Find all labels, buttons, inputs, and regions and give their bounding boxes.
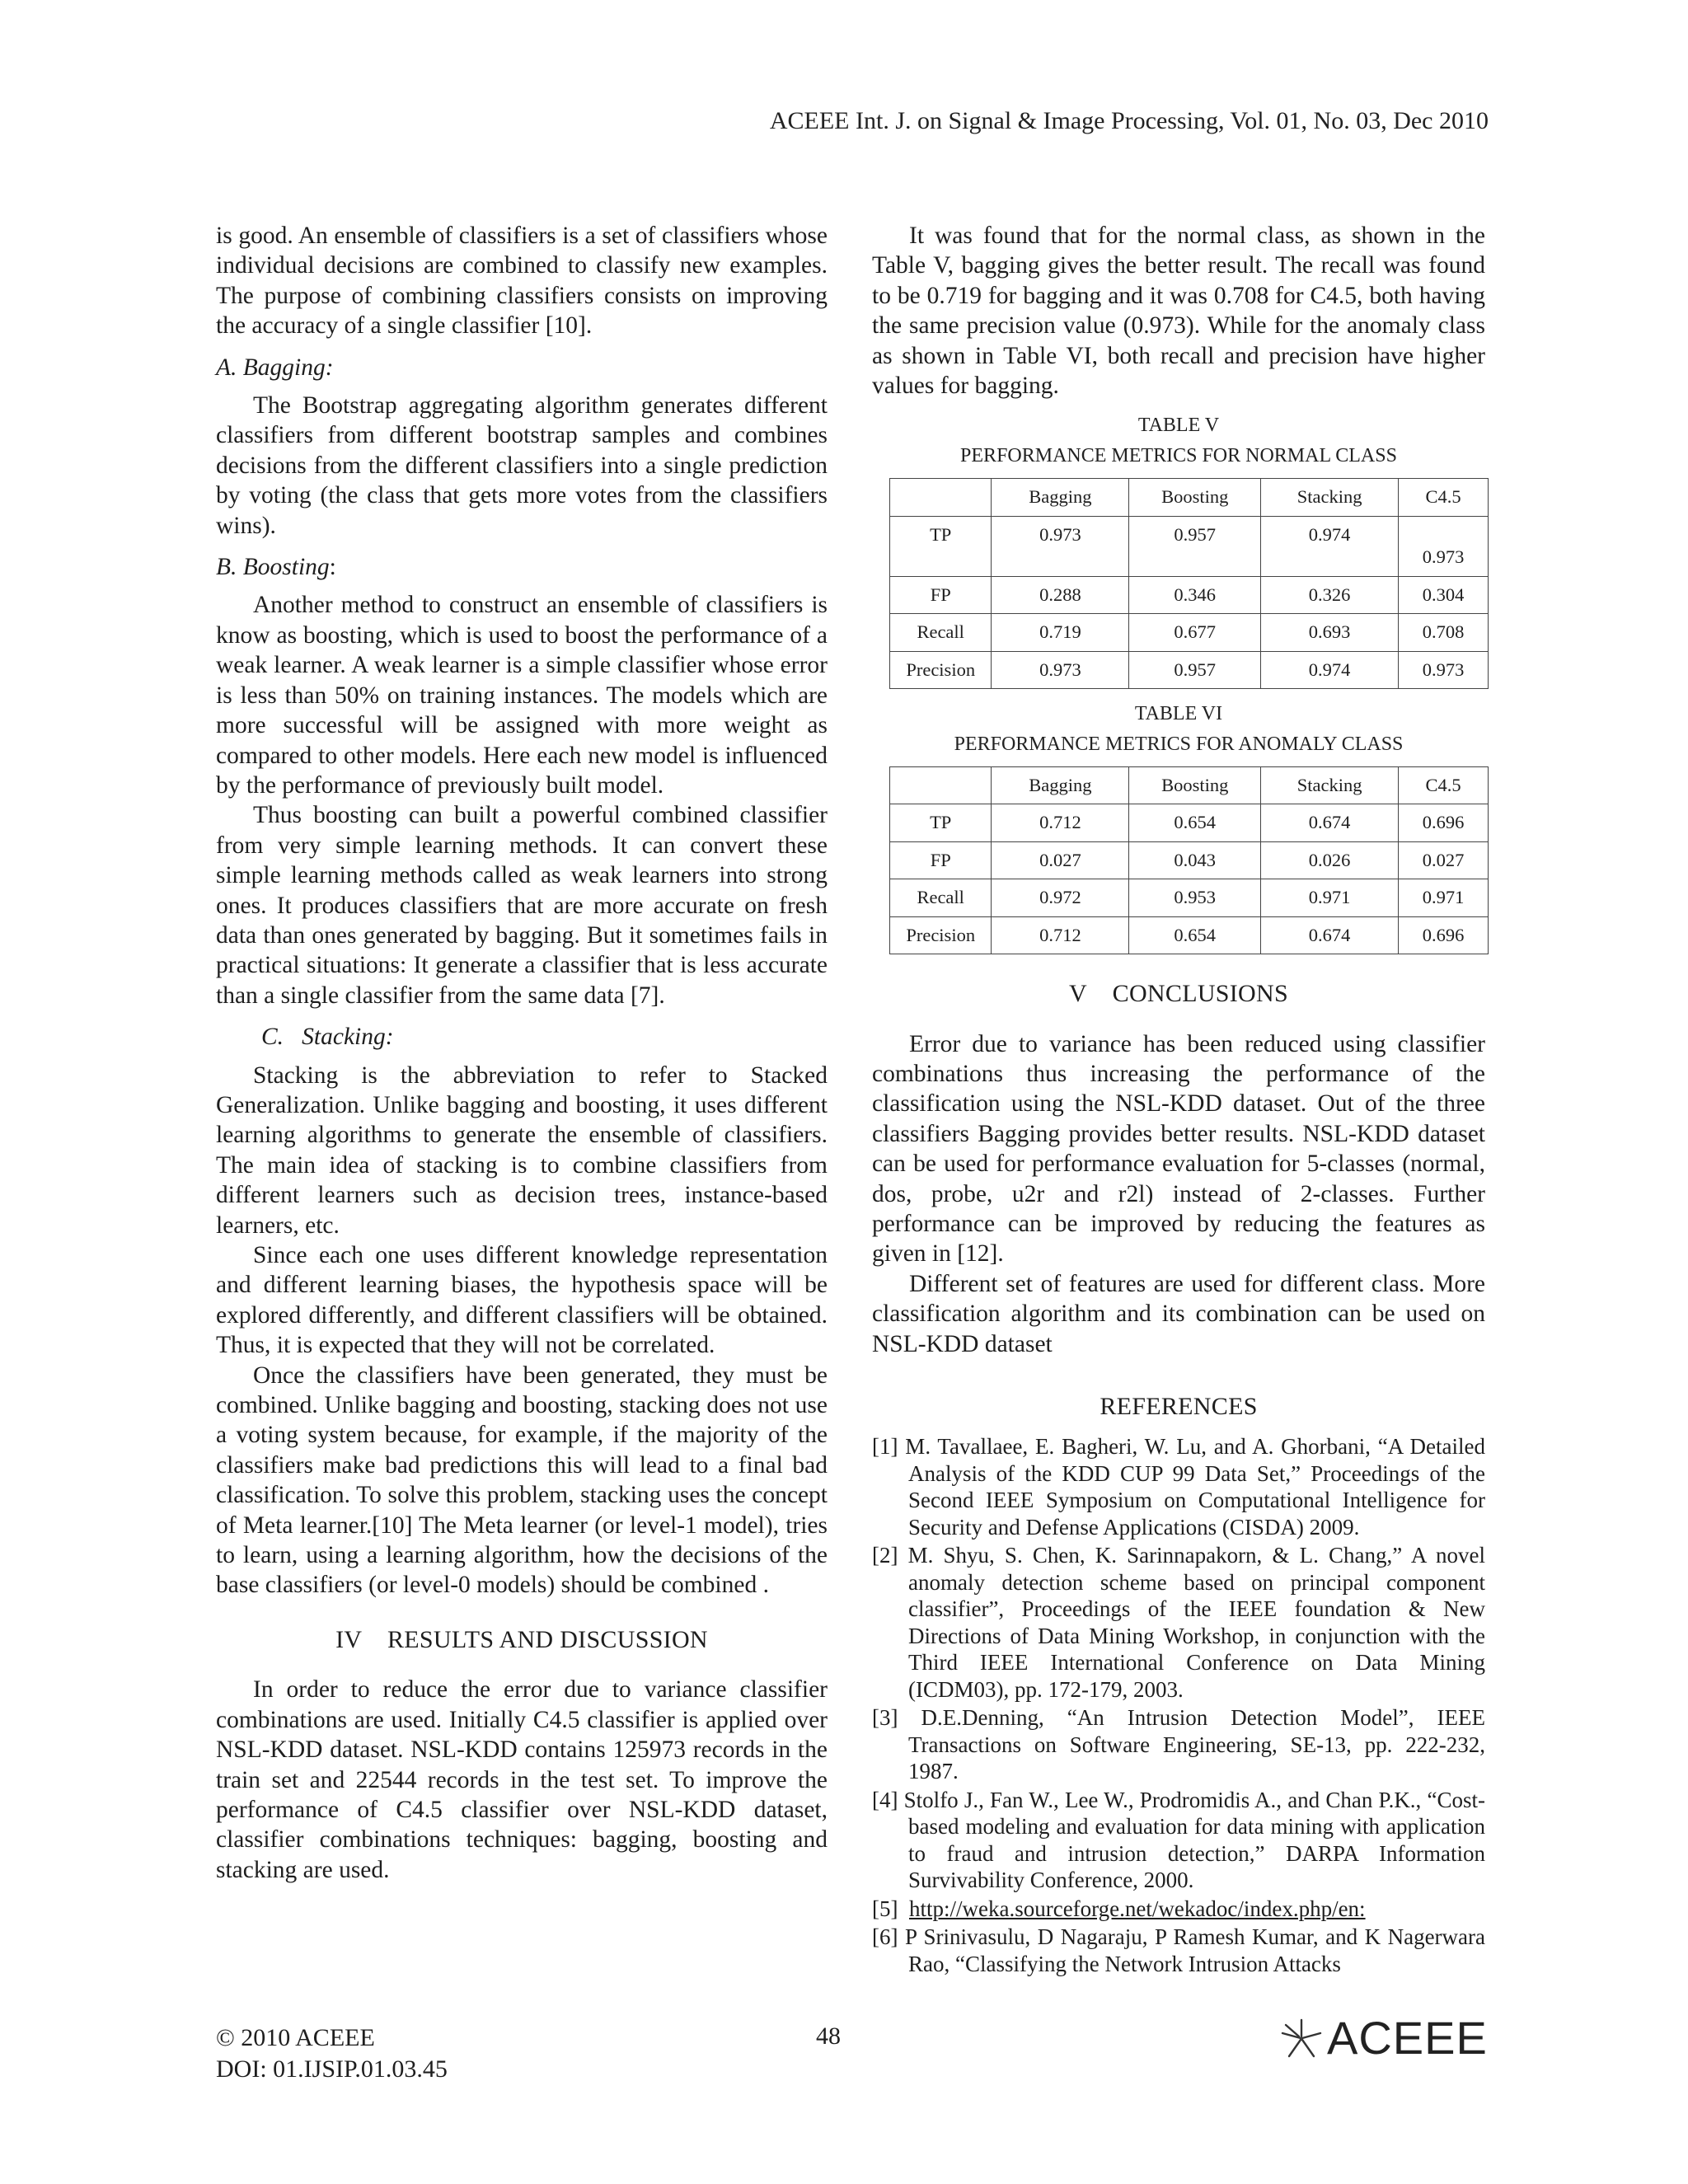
table-cell: 0.971	[1399, 879, 1489, 916]
stacking-paragraph-1: Stacking is the abbreviation to refer to Stacked Generalization. Unlike bagging and boosting, it uses different learning algorithms to generate the ensemble of classifiers. The main idea of stacking is to combine classifiers from different learners such as decision trees, instance-based learners, etc.	[216, 1062, 828, 1239]
intro-paragraph: is good. An ensemble of classifiers is a set of classifiers whose individual decisions are combined to classify new examples. The purpose of combining classifiers consists on improving the accuracy of a single classifier [10].	[216, 223, 828, 340]
table-cell: 0.326	[1261, 576, 1399, 613]
table-cell: 0.693	[1261, 614, 1399, 651]
boosting-paragraph-2: Thus boosting can built a powerful combined classifier from very simple learning methods. It can convert these simple learning methods called as weak learners into strong ones. It produces classifiers that are more accurate on fresh data than ones generated by bagging. But it sometimes fails in practical situations: It generate a classifier that is less accurate than a single classifier from the same data [7].	[216, 802, 828, 1009]
table-cell: 0.957	[1129, 516, 1261, 576]
table6-label: TABLE VI	[1134, 703, 1223, 725]
column-header: Bagging	[992, 767, 1129, 804]
row-label: Recall	[890, 879, 992, 916]
table6-title: PERFORMANCE METRICS FOR ANOMALY CLASS	[954, 733, 1404, 756]
table-cell: 0.712	[992, 916, 1129, 954]
table-cell: 0.027	[1399, 841, 1489, 879]
table-cell: 0.346	[1129, 576, 1261, 613]
results-heading: IV RESULTS AND DISCUSSION	[335, 1625, 708, 1653]
conclusions-paragraph-2: Different set of features are used for different class. More classification algorithm and its combination can be used on NSL-KDD dataset	[872, 1270, 1485, 1357]
results-paragraph: In order to reduce the error due to variance classifier combinations are used. Initially C4.5 classifier is applied over NSL-KDD dataset. NSL-KDD contains 125973 records in the train set and 22544 records in the test set. To improve the performance of C4.5 classifier over NSL-KDD dataset, classifier combinations techniques: bagging, boosting and stacking are used.	[216, 1676, 828, 1883]
references-list	[872, 1433, 1485, 1977]
table-row	[890, 879, 1489, 916]
reference-item: [6] P Srinivasulu, D Nagaraju, P Ramesh Kumar, and K Nagerwara Rao, “Classifying the Network Intrusion Attacks	[872, 1924, 1485, 1976]
table-header-row	[890, 479, 1489, 516]
reference-item: [1] M. Tavallaee, E. Bagheri, W. Lu, and A. Ghorbani, “A Detailed Analysis of the KDD CUP 99 Data Set,” Proceedings of the Second IEEE Symposium on Computational Intelligence for Security and Defense Applications (CISDA) 2009.	[872, 1434, 1485, 1540]
reference-label: [5]	[872, 1896, 909, 1921]
table-cell: 0.974	[1261, 516, 1399, 576]
table5-label: TABLE V	[1137, 415, 1220, 437]
table-cell: 0.288	[992, 576, 1129, 613]
column-header	[890, 767, 992, 804]
table-cell: 0.677	[1129, 614, 1261, 651]
conclusions-paragraph-1: Error due to variance has been reduced using classifier combinations thus increasing the performance of the classification using the NSL-KDD dataset. Out of the three classifiers Bagging provides better results. NSL-KDD dataset can be used for performance evaluation for 5-classes (normal, dos, probe, u2r and r2l) instead of 2-classes. Further performance can be improved by reducing the features as given in [12].	[872, 1030, 1485, 1268]
row-label: FP	[890, 576, 992, 613]
table-cell: 0.043	[1129, 841, 1261, 879]
row-label: Recall	[890, 614, 992, 651]
row-label: TP	[890, 804, 992, 841]
table-cell: 0.696	[1399, 916, 1489, 954]
left-column	[216, 221, 828, 1885]
journal-header: ACEEE Int. J. on Signal & Image Processing, Vol. 01, No. 03, Dec 2010	[769, 107, 1489, 134]
column-header	[890, 479, 992, 516]
right-column	[872, 221, 1485, 1979]
table-cell: 0.972	[992, 879, 1129, 916]
table-cell: 0.674	[1261, 916, 1399, 954]
logo-text: ACEEE	[1327, 2012, 1488, 2064]
star-icon	[1276, 2015, 1327, 2061]
table-cell: 0.953	[1129, 879, 1261, 916]
boosting-subheading-colon: :	[329, 554, 336, 581]
table-cell: 0.719	[992, 614, 1129, 651]
column-header: C4.5	[1399, 767, 1489, 804]
reference-item: [2] M. Shyu, S. Chen, K. Sarinnapakorn, & L. Chang,” A novel anomaly detection scheme based on principal component classifier”, Proceedings of the IEEE foundation & New Directions of Data Mining Workshop, in conjunction with the Third IEEE International Conference on Data Mining (ICDM03), pp. 172-179, 2003.	[872, 1543, 1485, 1702]
row-label: FP	[890, 841, 992, 879]
row-label: Precision	[890, 916, 992, 954]
table-header-row	[890, 767, 1489, 804]
table5-title: PERFORMANCE METRICS FOR NORMAL CLASS	[960, 445, 1397, 467]
table-anomaly-class	[889, 766, 1489, 954]
stacking-subheading: C. Stacking:	[261, 1024, 394, 1051]
copyright: © 2010 ACEEE	[216, 2024, 375, 2051]
table-cell: 0.654	[1129, 804, 1261, 841]
boosting-paragraph-1: Another method to construct an ensemble of classifiers is know as boosting, which is used to boost the performance of a weak learner. A weak learner is a simple classifier whose error is less than 50% on training instances. The models which are more successful will be assigned with more weight as compared to other models. Here each new model is influenced by the performance of previously built model.	[216, 592, 828, 799]
row-label: TP	[890, 516, 992, 576]
table-row	[890, 614, 1489, 651]
table-row	[890, 804, 1489, 841]
table-cell: 0.957	[1129, 651, 1261, 688]
table-cell: 0.974	[1261, 651, 1399, 688]
aceee-logo	[1276, 2011, 1488, 2064]
table-cell: 0.973	[1399, 516, 1489, 576]
table-row	[890, 841, 1489, 879]
bagging-paragraph: The Bootstrap aggregating algorithm generates different classifiers from different bootstrap samples and combines decisions from the different classifiers into a single prediction by voting (the class that gets more votes from the classifiers wins).	[216, 392, 828, 539]
reference-item-weka	[872, 1896, 1485, 1923]
table-row	[890, 576, 1489, 613]
table-cell: 0.674	[1261, 804, 1399, 841]
conclusions-heading: V CONCLUSIONS	[1069, 980, 1288, 1008]
reference-item: [4] Stolfo J., Fan W., Lee W., Prodromidis A., and Chan P.K., “Cost-based modeling and evaluation for data mining with application to fraud and intrusion detection,” DARPA Information Survivability Conference, 2000.	[872, 1787, 1485, 1893]
boosting-subheading-text: B. Boosting	[216, 554, 330, 581]
table-normal-class	[889, 478, 1489, 689]
references-heading: REFERENCES	[1100, 1392, 1258, 1420]
table-cell: 0.696	[1399, 804, 1489, 841]
column-header: Bagging	[992, 479, 1129, 516]
table-cell: 0.027	[992, 841, 1129, 879]
column-header: Stacking	[1261, 767, 1399, 804]
table-cell: 0.654	[1129, 916, 1261, 954]
column-header: Boosting	[1129, 767, 1261, 804]
table-cell: 0.973	[1399, 651, 1489, 688]
row-label: Precision	[890, 651, 992, 688]
findings-paragraph: It was found that for the normal class, as shown in the Table V, bagging gives the better result. The recall was found to be 0.719 for bagging and it was 0.708 for C4.5, both having the same precision value (0.973). While for the anomaly class as shown in Table VI, both recall and precision have higher values for bagging.	[872, 223, 1485, 400]
stacking-paragraph-3: Once the classifiers have been generated, they must be combined. Unlike bagging and boosting, stacking does not use a voting system because, for example, if the majority of the classifiers make bad predictions this will lead to a final bad classification. To solve this problem, stacking uses the concept of Meta learner.[10] The Meta learner (or level-1 model), tries to learn, using a learning algorithm, how the decisions of the base classifiers (or level-0 models) should be combined .	[216, 1361, 828, 1599]
table-cell: 0.973	[992, 651, 1129, 688]
page-number: 48	[816, 2022, 841, 2050]
table-cell: 0.708	[1399, 614, 1489, 651]
table-cell: 0.712	[992, 804, 1129, 841]
table-row	[890, 651, 1489, 688]
table-cell: 0.973	[992, 516, 1129, 576]
reference-item: [3] D.E.Denning, “An Intrusion Detection Model”, IEEE Transactions on Software Engineering, SE-13, pp. 222-232, 1987.	[872, 1705, 1485, 1784]
table-cell: 0.304	[1399, 576, 1489, 613]
boosting-subheading	[216, 552, 828, 582]
bagging-subheading: A. Bagging:	[216, 354, 334, 381]
column-header: C4.5	[1399, 479, 1489, 516]
column-header: Boosting	[1129, 479, 1261, 516]
stacking-paragraph-2: Since each one uses different knowledge representation and different learning biases, the hypothesis space will be explored differently, and different classifiers will be obtained. Thus, it is expected that they will not be correlated.	[216, 1242, 828, 1359]
table-cell: 0.026	[1261, 841, 1399, 879]
column-header: Stacking	[1261, 479, 1399, 516]
table-row	[890, 516, 1489, 576]
footer-left	[216, 2022, 448, 2085]
table-cell: 0.971	[1261, 879, 1399, 916]
weka-link[interactable]: http://weka.sourceforge.net/wekadoc/index.php/en:	[908, 1896, 1366, 1921]
doi: DOI: 01.IJSIP.01.03.45	[216, 2055, 448, 2083]
table-row	[890, 916, 1489, 954]
